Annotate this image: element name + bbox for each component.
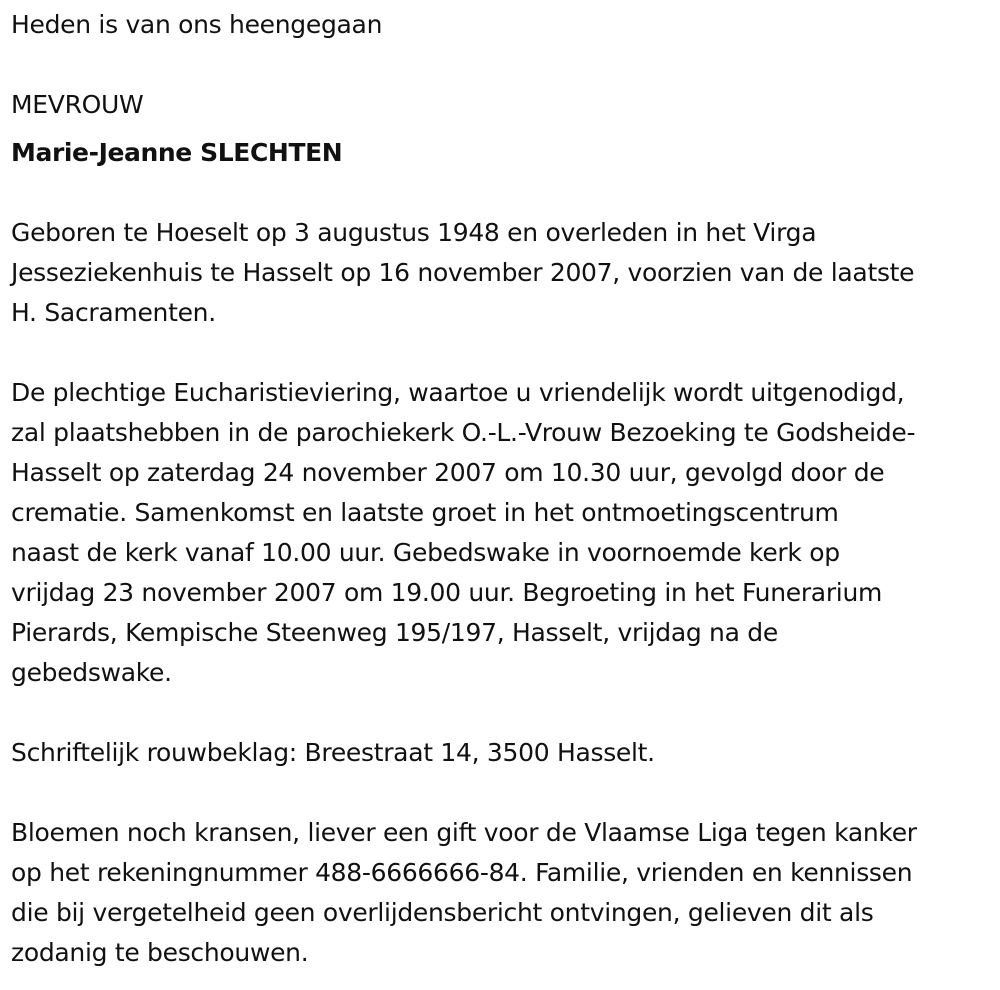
paragraph-line: Hasselt op zaterdag 24 november 2007 om 10.30 uur, gevolgd door de xyxy=(11,458,885,487)
paragraph-line: Schriftelijk rouwbeklag: Breestraat 14, 3500 Hasselt. xyxy=(11,738,655,767)
paragraph-line: die bij vergetelheid geen overlijdensbericht ontvingen, gelieven dit als xyxy=(11,898,874,927)
paragraph-line: Jesseziekenhuis te Hasselt op 16 november 2007, voorzien van de laatste xyxy=(11,258,915,287)
birth-paragraph xyxy=(11,213,914,333)
paragraph-line: zal plaatshebben in de parochiekerk O.-L.-Vrouw Bezoeking te Godsheide- xyxy=(11,418,916,447)
paragraph-line: gebedswake. xyxy=(11,658,172,687)
paragraph-line: zodanig te beschouwen. xyxy=(11,938,309,967)
title-line: MEVROUW xyxy=(11,90,144,119)
service-paragraph xyxy=(11,373,915,693)
paragraph-line: Geboren te Hoeselt op 3 augustus 1948 en overleden in het Virga xyxy=(11,218,817,247)
intro-line: Heden is van ons heengegaan xyxy=(11,10,383,39)
paragraph-line: naast de kerk vanaf 10.00 uur. Gebedswake in voornoemde kerk op xyxy=(11,538,840,567)
deceased-name: Marie-Jeanne SLECHTEN xyxy=(11,138,343,167)
paragraph-line: H. Sacramenten. xyxy=(11,298,216,327)
paragraph-line: Pierards, Kempische Steenweg 195/197, Hasselt, vrijdag na de xyxy=(11,618,778,647)
paragraph-line: op het rekeningnummer 488-6666666-84. Familie, vrienden en kennissen xyxy=(11,858,913,887)
condolence-paragraph xyxy=(11,733,655,773)
paragraph-line: crematie. Samenkomst en laatste groet in het ontmoetingscentrum xyxy=(11,498,839,527)
paragraph-line: Bloemen noch kransen, liever een gift voor de Vlaamse Liga tegen kanker xyxy=(11,818,917,847)
paragraph-line: vrijdag 23 november 2007 om 19.00 uur. Begroeting in het Funerarium xyxy=(11,578,883,607)
paragraph-line: De plechtige Eucharistieviering, waartoe u vriendelijk wordt uitgenodigd, xyxy=(11,378,905,407)
flowers-paragraph xyxy=(11,813,917,973)
